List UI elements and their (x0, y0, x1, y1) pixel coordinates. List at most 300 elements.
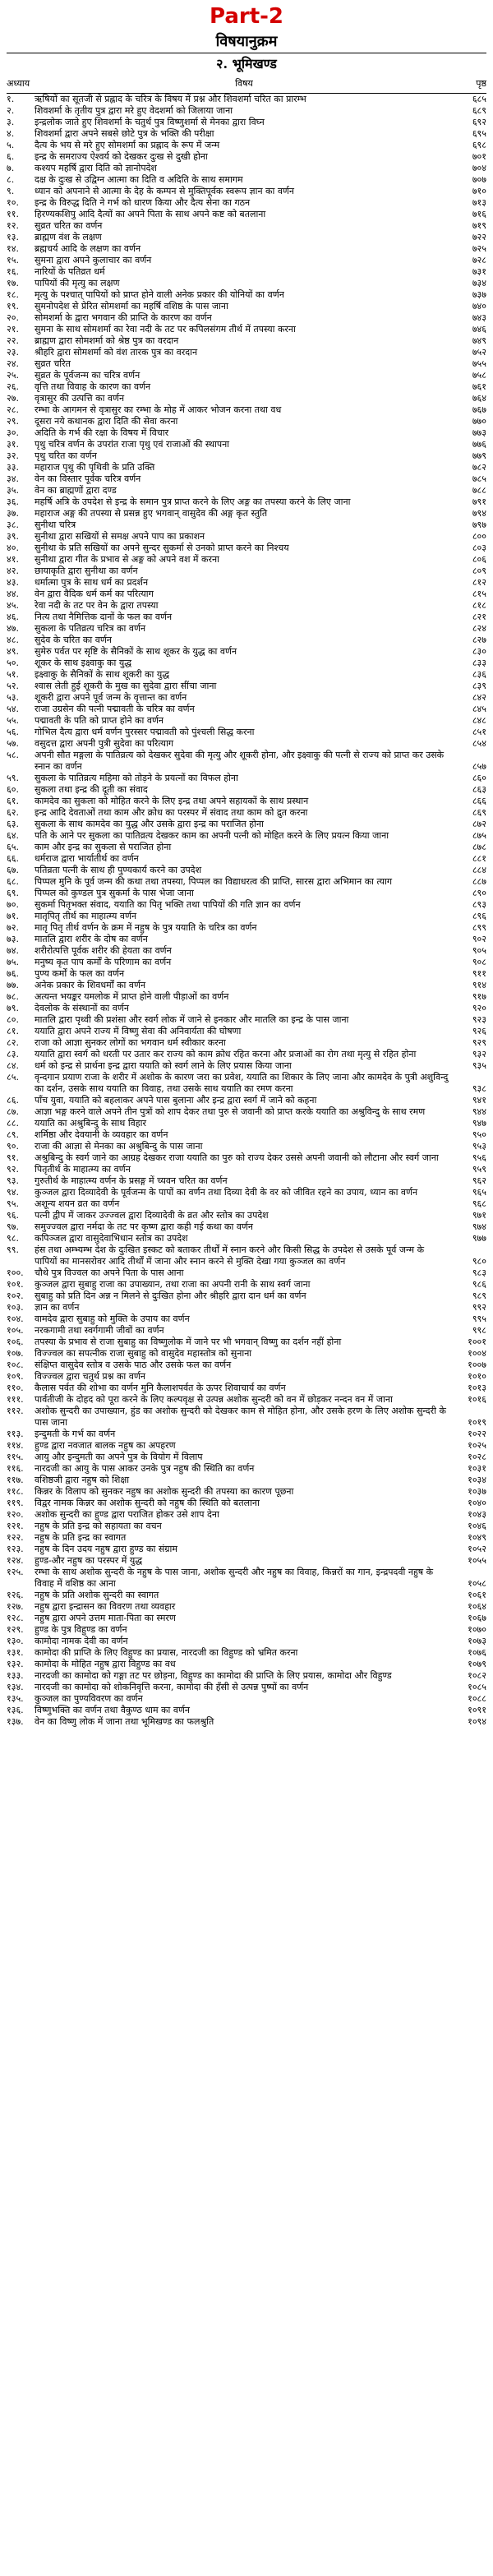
chapter-number: ९३. (7, 1175, 19, 1186)
chapter-number: ९५. (7, 1198, 19, 1209)
chapter-subject: वृत्रासुर की उत्पत्ति का वर्णन (35, 393, 125, 404)
chapter-subject: गोभिल दैत्य द्वारा धर्म वर्णन पुरस्सर पद्मावती को पुंश्चली सिद्ध करना (35, 727, 255, 737)
chapter-subject: नारियों के पतिव्रत धर्म (35, 266, 105, 277)
list-item (7, 1014, 486, 1026)
list-item (7, 370, 486, 381)
chapter-subject: नहुष के प्रति इन्द्र को सहायता का वचन (35, 1521, 162, 1531)
chapter-subject: शूकर के साथ इक्ष्वाकु का युद्ध (35, 658, 132, 668)
chapter-subject: आज्ञा भङ्ग करने वाले अपने तीन पुत्रों को शाप देकर तथा पुरु से जवानी को प्राप्त करके ययाति का अश्रुविन्दु के साथ रमण (35, 1106, 426, 1117)
list-item (7, 554, 486, 566)
chapter-number: ४७. (7, 623, 19, 634)
page-number: १०१० (468, 1371, 486, 1382)
page-number: ९६२ (472, 1175, 486, 1186)
list-item (7, 393, 486, 404)
chapter-subject: हिरण्यकशिपु आदि दैत्यों का अपने पिता के साथ अपने कष्ट को बतलाना (35, 209, 266, 219)
chapter-subject: छायाकृति द्वारा सुनीथा का वर्णन (35, 566, 138, 576)
chapter-subject: किन्नर के विलाप को सुनकर नहुष का अशोक सुन्दरी की तपस्या का कारण पूछना (35, 1486, 294, 1497)
list-item (7, 1601, 486, 1613)
chapter-number: ६१. (7, 796, 19, 806)
chapter-subject: सुमना के साथ सोमशर्मा का रेवा नदी के तट पर कपिलसंगम तीर्थ में तपस्या करना (35, 324, 296, 335)
page-number: १०५२ (468, 1544, 486, 1554)
list-item (7, 635, 486, 646)
page-number: ७८२ (472, 462, 486, 473)
page-number: ९७४ (472, 1221, 486, 1232)
chapter-number: ९४. (7, 1187, 19, 1198)
page-number: ७७६ (472, 439, 486, 450)
chapter-subject: वसुदत्त द्वारा अपनी पुत्री सुदेवा का परित्याग (35, 738, 174, 749)
chapter-subject: अशोक सुन्दरी का हुण्ड द्वारा पराजित होकर उसे शाप देना (35, 1509, 219, 1520)
list-item (7, 117, 486, 128)
page-number: ९८९ (472, 1290, 486, 1301)
list-item (7, 1670, 486, 1682)
list-item (7, 1187, 486, 1198)
chapter-number: ७५. (7, 957, 19, 967)
list-item (7, 278, 486, 289)
page-number: ९२६ (472, 1026, 486, 1036)
page-number: १०७३ (468, 1636, 486, 1646)
page-number: ९५० (472, 1129, 486, 1140)
page-number: ७५५ (472, 358, 486, 369)
page-number: ९९५ (472, 1313, 486, 1324)
page-number: ९८६ (472, 1279, 486, 1290)
chapter-number: ५२. (7, 681, 19, 691)
page-number: १०४३ (468, 1509, 486, 1520)
chapter-subject: पद्मावती के पति को प्राप्त होने का वर्णन (35, 715, 164, 726)
list-item (7, 807, 486, 819)
chapter-number: ८१. (7, 1026, 19, 1036)
chapter-number: ६८. (7, 876, 19, 887)
page-number: ८४८ (472, 715, 486, 726)
page-number: १०६४ (468, 1601, 486, 1612)
page-number: १०८५ (468, 1682, 486, 1692)
chapter-subject: मृत्यु के पश्चात् पापियों को प्राप्त होने वाली अनेक प्रकार की योनियों का वर्णन (35, 289, 284, 300)
page-number: ७४० (472, 301, 486, 312)
list-item (7, 1590, 486, 1601)
chapter-subject: मातलि द्वारा पृथ्वी की प्रशंसा और स्वर्ग लोक में जाने से इनकार और मातलि का इन्द्र के पास जाना (35, 1014, 349, 1025)
chapter-number: १०३. (7, 1302, 24, 1313)
chapter-number: ८५. (7, 1072, 19, 1083)
chapter-number: १२२. (7, 1532, 24, 1543)
chapter-number: ५९. (7, 773, 19, 783)
chapter-number: ८०. (7, 1014, 19, 1025)
chapter-subject: हुण्ड-और नहुष का परस्पर में युद्ध (35, 1555, 143, 1566)
chapter-subject: इक्ष्वाकु के सैनिकों के साथ शूकरी का युद्ध (35, 669, 169, 680)
page-number: ७३७ (472, 289, 486, 300)
chapter-number: ८. (7, 174, 15, 185)
chapter-subject: सुकला के साथ कामदेव का युद्ध और उसके द्वारा इन्द्र का पराजित होना (35, 819, 264, 829)
list-item (7, 519, 486, 531)
list-item (7, 197, 486, 209)
chapter-number: ४८. (7, 635, 19, 645)
chapter-number: ५५. (7, 715, 19, 726)
page-number: ८१५ (472, 589, 486, 599)
page-number: ६९८ (472, 140, 486, 150)
chapter-number: ५. (7, 140, 15, 150)
list-item (7, 404, 486, 416)
chapter-subject: हुण्ड द्वारा नवजात बालक नहुष का अपहरण (35, 1440, 176, 1451)
chapter-subject: कुञ्जल द्वारा सुबाहु राजा का उपाख्यान, तथा राजा का अपनी रानी के साथ स्वर्ग जाना (35, 1279, 311, 1290)
chapter-number: १०७. (7, 1348, 24, 1359)
page-number: ८१८ (472, 600, 486, 611)
chapter-number: १३७. (7, 1716, 24, 1727)
list-item (7, 1118, 486, 1129)
chapter-number: ९७. (7, 1221, 19, 1232)
chapter-number: १३०. (7, 1636, 24, 1646)
chapter-number: २७. (7, 393, 19, 404)
page-number: ९०२ (472, 934, 486, 944)
chapter-number: २४. (7, 358, 19, 369)
chapter-subject: ययाति का अश्रुबिन्दु के साथ विहार (35, 1118, 146, 1129)
list-item (7, 232, 486, 243)
chapter-subject: अपनी सौत मङ्गला के पातिव्रत्य को देखकर सुदेवा की मृत्यु और शूकरी होना, और इक्ष्वाकु की पत्नी से राज्य को प्राप्त कर उसके स्नान का वर्णन (35, 750, 445, 772)
page-number: ७३१ (472, 266, 486, 277)
page-number: ८३३ (472, 658, 486, 668)
chapter-subject: इन्द्र के समराज्य ऐश्वर्य को देखकर दुःख से दुखी होना (35, 151, 208, 162)
list-item (7, 830, 486, 842)
chapter-number: ३४. (7, 473, 19, 484)
chapter-number: १११. (7, 1394, 24, 1405)
chapter-subject: वशिष्ठजी द्वारा नहुष को शिक्षा (35, 1475, 130, 1485)
list-item (7, 1360, 486, 1371)
list-item (7, 1095, 486, 1106)
page-number: ९५९ (472, 1164, 486, 1175)
chapter-subject: वेन का विस्तार पूर्वक चरित्र वर्णन (35, 473, 141, 484)
chapter-number: ८३. (7, 1049, 19, 1059)
list-item (7, 784, 486, 796)
page-number: ९४४ (472, 1106, 486, 1117)
chapter-subject: नरकगामी तथा स्वर्गगामी जीवों का वर्णन (35, 1325, 164, 1336)
list-item (7, 1555, 486, 1567)
page-number: ९३५ (472, 1060, 486, 1071)
page-number: ८५१ (472, 727, 486, 737)
chapter-subject: राजा की आज्ञा से मेनका का अश्रुबिन्दु के पास जाना (35, 1141, 203, 1152)
list-item (7, 1532, 486, 1544)
list-item (7, 1498, 486, 1509)
chapter-subject: दैत्य के भय से मरे हुए सोमशर्मा का प्रह्लाद के रूप में जन्म (35, 140, 220, 150)
chapter-number: १२१. (7, 1521, 24, 1531)
chapter-number: १५. (7, 255, 19, 265)
list-item (7, 358, 486, 370)
page-number: ८६९ (472, 807, 486, 818)
list-item (7, 1659, 486, 1670)
chapter-subject: अशून्य शयन व्रत का वर्णन (35, 1198, 120, 1209)
list-item (7, 1463, 486, 1475)
chapter-subject: पिप्पल मुनि के पूर्व जन्म की कथा तथा तपस्या, पिप्पल का विद्याधरत्व की प्राप्ति, सारस द्वारा अभिमान का त्याग (35, 876, 393, 887)
chapter-subject: महर्षि अत्रि के उपदेश से इन्द्र के समान पुत्र प्राप्त करने के लिए अङ्ग का तपस्या करने के लिए जाना (35, 496, 351, 507)
page-number: ८४५ (472, 704, 486, 714)
list-item (7, 266, 486, 278)
chapter-number: ९. (7, 186, 15, 196)
page-number: ६९५ (472, 128, 486, 139)
list-item (7, 566, 486, 577)
page-number: ७९१ (472, 496, 486, 507)
list-item (7, 1279, 486, 1290)
chapter-number: २८. (7, 404, 19, 415)
page-number: ७४९ (472, 335, 486, 346)
chapter-subject: सुबाहु को प्रति दिन अन्न न मिलने से दुःखित होना और श्रीहरि द्वारा दान धर्म का वर्णन (35, 1290, 306, 1301)
chapter-number: ६७. (7, 865, 19, 875)
chapter-subject: ऋषियों का सूतजी से प्रह्लाद के चरित्र के विषय में प्रश्न और शिवशर्मा चरित का प्रारम्भ (35, 94, 306, 104)
page-number: ९२३ (472, 1014, 486, 1025)
page-number: ८२१ (472, 612, 486, 622)
chapter-number: २५. (7, 370, 19, 381)
chapter-subject: सोमशर्मा के द्वारा भगवान की प्राप्ति के कारण का वर्णन (35, 312, 212, 323)
list-item (7, 1267, 486, 1279)
chapter-subject: नित्य तथा नैमित्तिक दानों के फल का वर्णन (35, 612, 173, 622)
chapter-subject: राजा को आज्ञा सुनकर लोगों का भगवान धर्म स्वीकार करना (35, 1037, 226, 1048)
page-number: ९१७ (472, 991, 486, 1002)
list-item (7, 94, 486, 105)
page-number: १०८८ (468, 1693, 486, 1704)
list-item (7, 151, 486, 163)
page-number: ९२९ (472, 1037, 486, 1048)
page-number: १०५५ (468, 1555, 486, 1566)
chapter-subject: सुनीथा द्वारा सखियों से समक्ष अपने पाप का प्रकाशन (35, 531, 205, 542)
chapter-subject: वामदेव द्वारा सुबाहु को मुक्ति के उपाय का वर्णन (35, 1313, 190, 1324)
page-number: ८९३ (472, 899, 486, 910)
page-number: १००४ (468, 1348, 486, 1359)
chapter-subject: ब्राह्मण वंश के लक्षण (35, 232, 102, 242)
chapter-number: ५४. (7, 704, 19, 714)
chapter-subject: वेन द्वारा वैदिक धर्म कर्म का परित्याग (35, 589, 154, 599)
chapter-subject: शिवशर्मा के तृतीय पुत्र द्वारा मरे हुए वेदशर्मा को जिलाया जाना (35, 105, 233, 116)
list-item (7, 485, 486, 496)
chapter-number: ११. (7, 209, 19, 219)
chapter-number: १२३. (7, 1544, 24, 1554)
chapter-subject: सुकला के पतिव्रत्य चरित्र का वर्णन (35, 623, 146, 634)
contents-list (7, 94, 486, 1728)
page-number: ९५३ (472, 1141, 486, 1152)
chapter-number: ५०. (7, 658, 19, 668)
page-number: १०५८ (468, 1578, 486, 1589)
list-item (7, 1141, 486, 1152)
list-item (7, 542, 486, 554)
page-number: १०१६ (468, 1394, 486, 1405)
chapter-subject: पार्वतीजी के दोहद को पूरा करने के लिए कल्पवृक्ष से उत्पन्न अशोक सुन्दरी को वन में छोड़कर नन्दन वन में जाना (35, 1394, 393, 1405)
chapter-subject: सुनीथा द्वारा गीत के प्रभाव से अङ्ग को अपने वश में करना (35, 554, 219, 565)
list-item (7, 1452, 486, 1463)
page-number: ८०० (472, 531, 486, 542)
chapter-subject: काम और इन्द्र का सुकला से पराजित होना (35, 842, 172, 852)
chapter-subject: नारदजी का कामोदा को गङ्गा तट पर छोड़ना, विहुण्ड का कामोदा की प्राप्ति के लिए प्रयास, कामोदा और विहुण्ड (35, 1670, 392, 1681)
chapter-number: १००. (7, 1267, 24, 1278)
chapter-number: ३१. (7, 439, 19, 450)
chapter-number: ७६. (7, 968, 19, 979)
list-item (7, 427, 486, 439)
chapter-subject: नहुष द्वारा अपने उत्तम माता-पिता का स्मरण (35, 1613, 176, 1623)
chapter-subject: सुव्रत चरित (35, 358, 71, 369)
chapter-number: २०. (7, 312, 19, 323)
page-number: ९९८ (472, 1325, 486, 1336)
page-number: ७०७ (472, 174, 486, 185)
chapter-subject: गुरुतीर्थ के माहात्म्य वर्णन के प्रसङ्ग में च्यवन चरित का वर्णन (35, 1175, 228, 1186)
chapter-number: १२८. (7, 1613, 24, 1623)
chapter-number: १२५. (7, 1567, 24, 1577)
chapter-subject: पति के आने पर सुकला का पातिव्रत्य देखकर काम का अपनी पत्नी को मोहित करने के लिए प्रयत्न किया जाना (35, 830, 389, 841)
page-number: ७२२ (472, 232, 486, 242)
chapter-number: १०४. (7, 1313, 24, 1324)
chapter-number: १०१. (7, 1279, 24, 1290)
chapter-number: ११४. (7, 1440, 24, 1451)
page-number: १००१ (468, 1336, 486, 1347)
chapter-number: ५१. (7, 669, 19, 680)
chapter-subject: सुनीथा चरित्र (35, 519, 76, 530)
page-number: १०७० (468, 1624, 486, 1635)
page-number: ६८९ (472, 105, 486, 116)
chapter-subject: हंस तथा अम्भ्यम्भ देश के दुःखित इस्कट को बताकर तीर्थों में स्नान करने और किसी सिद्ध के उपदेश से उसके पूर्व जन्म के पापियों का मानसरोवर आदि तीर्थों में जाना और स्नान करने से मुक्ति देखा गया कुञ्जल का वर्णन (35, 1244, 425, 1267)
list-item (7, 1613, 486, 1624)
chapter-number: १३६. (7, 1705, 24, 1715)
chapter-subject: कामदेव का सुकला को मोहित करने के लिए इन्द्र तथा अपने सहायकों के साथ प्रस्थान (35, 796, 309, 806)
list-item (7, 876, 486, 888)
chapter-number: १६. (7, 266, 19, 277)
list-item (7, 577, 486, 589)
page-number: ८०३ (472, 542, 486, 553)
list-item (7, 1394, 486, 1406)
chapter-subject: शरीरोत्पत्ति पूर्वक शरीर की हेयता का वर्णन (35, 945, 172, 956)
page-number: ८५४ (472, 738, 486, 749)
list-item (7, 1302, 486, 1313)
chapter-subject: इन्द्र के विरुद्ध दिति ने गर्भ को धारण किया और दैत्य सेना का गठन (35, 197, 251, 208)
chapter-subject: सुमना द्वारा अपने कुलाचार का वर्णन (35, 255, 152, 265)
chapter-number: ७. (7, 163, 15, 173)
page-number: ७३४ (472, 278, 486, 289)
list-item (7, 174, 486, 186)
chapter-number: ५८. (7, 750, 19, 760)
chapter-subject: ब्राह्मण द्वारा सोमशर्मा को श्रेष्ठ पुत्र का वरदान (35, 335, 179, 346)
chapter-number: १२९. (7, 1624, 24, 1635)
list-item (7, 1152, 486, 1164)
chapter-number: ६५. (7, 842, 19, 852)
page-number: ८७२ (472, 819, 486, 829)
chapter-number: ११६. (7, 1463, 24, 1474)
chapter-number: ८८. (7, 1118, 19, 1129)
list-item (7, 347, 486, 358)
chapter-subject: हुण्ड के पुत्र विहुण्ड का वर्णन (35, 1624, 127, 1635)
chapter-number: ११८. (7, 1486, 24, 1497)
page-number: ९८० (472, 1256, 486, 1267)
list-item (7, 1647, 486, 1659)
page-number: ९११ (472, 968, 486, 979)
chapter-number: १०५. (7, 1325, 24, 1336)
chapter-number: ६. (7, 151, 15, 162)
chapter-subject: सुमेरु पर्वत पर सृष्टि के सैनिकों के साथ शूकर के युद्ध का वर्णन (35, 646, 237, 657)
chapter-subject: महाराज अङ्ग की तपस्या से प्रसन्न हुए भगवान् वासुदेव की अङ्ग कृत स्तुति (35, 508, 268, 519)
list-item (7, 1233, 486, 1244)
part-label: Part-2 (209, 4, 284, 29)
list-item (7, 727, 486, 738)
chapter-subject: पृथु चरित का वर्णन (35, 450, 97, 461)
page-number: ८०९ (472, 566, 486, 576)
chapter-number: ३०. (7, 427, 19, 438)
page-number: ७७३ (472, 427, 486, 438)
list-item (7, 462, 486, 473)
chapter-subject: ब्रह्मचर्य आदि के लक्षण का वर्णन (35, 243, 141, 254)
chapter-subject: अत्यन्त भयङ्कर यमलोक में प्राप्त होने वाली पीड़ाओं का वर्णन (35, 991, 229, 1002)
chapter-subject: श्रीहरि द्वारा सोमशर्मा को वंश तारक पुत्र का वरदान (35, 347, 198, 358)
page-number: १०३७ (468, 1486, 486, 1497)
page-number: ७५२ (472, 347, 486, 358)
chapter-number: १३२. (7, 1659, 24, 1669)
chapter-number: ९०. (7, 1141, 19, 1152)
list-item (7, 1325, 486, 1336)
chapter-subject: धर्मराज द्वारा भार्यातीर्थ का वर्णन (35, 853, 139, 864)
page-title: विषयानुक्रम (215, 33, 278, 50)
page-number: ८३६ (472, 669, 486, 680)
chapter-number: १. (7, 94, 15, 104)
chapter-subject: पिप्पल को कुण्डल पुत्र सुकर्मा के पास भेजा जाना (35, 888, 194, 898)
page-number: ९६८ (472, 1198, 486, 1209)
list-item (7, 1348, 486, 1360)
chapter-number: ४२. (7, 566, 19, 576)
section-title: २. भूमिखण्ड (216, 56, 277, 72)
page-number: ७१० (472, 186, 486, 196)
page-number: ८१२ (472, 577, 486, 588)
chapter-subject: पत्नी द्वीप में जाकर उज्ज्वल द्वारा दिव्यादेवी के व्रत और स्तोत्र का उपदेश (35, 1210, 269, 1221)
column-headers (7, 75, 486, 93)
chapter-number: ६२. (7, 807, 19, 818)
chapter-number: ४. (7, 128, 15, 139)
list-item (7, 508, 486, 519)
list-item (7, 1371, 486, 1383)
chapter-number: ३६. (7, 496, 19, 507)
page-number: ७८८ (472, 485, 486, 496)
page-number: ९४७ (472, 1118, 486, 1129)
chapter-number: १२. (7, 220, 19, 231)
page-number: ९३८ (472, 1083, 486, 1094)
chapter-number: ९१. (7, 1152, 19, 1163)
chapter-subject: कुञ्जल द्वारा दिव्यादेवी के पूर्वजन्म के पापों का वर्णन तथा दिव्या देवी के वर को जीवित रहने का उपाय, ध्यान का वर्णन (35, 1187, 418, 1198)
page-number: ७१३ (472, 197, 486, 208)
list-item (7, 1164, 486, 1175)
chapter-number: १०. (7, 197, 19, 208)
list-item (7, 289, 486, 301)
list-item (7, 1682, 486, 1693)
chapter-number: ७१. (7, 911, 19, 921)
list-item (7, 1406, 486, 1429)
list-item (7, 531, 486, 542)
list-item (7, 473, 486, 485)
list-item (7, 496, 486, 508)
page-number: ८६० (472, 773, 486, 783)
page-number: १०६१ (468, 1590, 486, 1600)
page-number: ९०५ (472, 945, 486, 956)
chapter-number: ९२. (7, 1164, 19, 1175)
list-item (7, 922, 486, 934)
page-number: ८३० (472, 646, 486, 657)
chapter-number: ९६. (7, 1210, 19, 1221)
list-item (7, 186, 486, 197)
chapter-number: ३५. (7, 485, 19, 496)
chapter-subject: पुण्य कर्मों के फल का वर्णन (35, 968, 125, 979)
chapter-subject: कपिञ्जल द्वारा वासुदेवाभिधान स्तोत्र का उपदेश (35, 1233, 188, 1244)
chapter-number: १३१. (7, 1647, 24, 1658)
chapter-number: ४६. (7, 612, 19, 622)
chapter-subject: कामोदा की प्राप्ति के लिए विहुण्ड का प्रयास, नारदजी का विहुण्ड को भ्रमित करना (35, 1647, 298, 1658)
list-item (7, 704, 486, 715)
chapter-number: ७३. (7, 934, 19, 944)
chapter-number: ३९. (7, 531, 19, 542)
chapter-number: १२६. (7, 1590, 24, 1600)
chapter-subject: ययाति द्वारा अपने राज्य में विष्णु सेवा की अनिवार्यता की घोषणा (35, 1026, 242, 1036)
chapter-subject: अशोक सुन्दरी का उपाख्यान, हुंड का अशोक सुन्दरी को देखकर काम से मोहित होना, और उसके हरण के लिए अशोक सुन्दरी के पास जाना (35, 1406, 446, 1428)
list-item (7, 1037, 486, 1049)
chapter-number: ७९. (7, 1003, 19, 1013)
chapter-subject: नारदजी का कामोदा को शोकनिवृत्ति करना, कामोदा की हँसी से उत्पन्न पुष्पों का वर्णन (35, 1682, 309, 1692)
page-number: १०७९ (468, 1659, 486, 1669)
chapter-subject: सुमनोपदेश से प्रेरित सोमशर्मा का महर्षि वशिष्ठ के पास जाना (35, 301, 228, 312)
chapter-subject: कश्यप महर्षि द्वारा दिति को ज्ञानोपदेश (35, 163, 157, 173)
